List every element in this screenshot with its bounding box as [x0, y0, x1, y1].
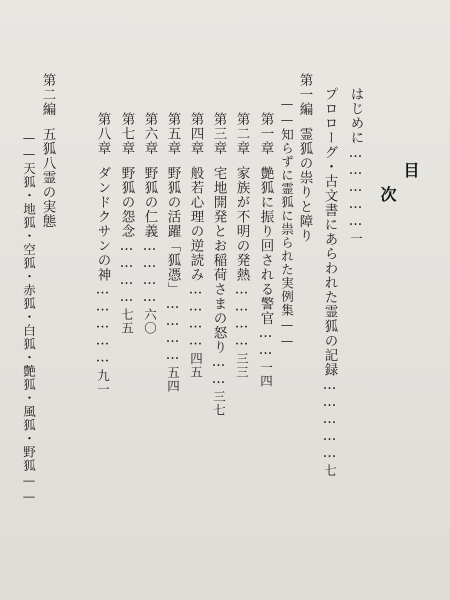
chapter-page: 九一 — [95, 368, 111, 396]
chapter-title: 般若心理の逆読み — [187, 165, 204, 282]
toc-title — [376, 162, 422, 202]
part-subtitle: ——天狐・地狐・空狐・赤狐・白狐・艶狐・風狐・野狐—— — [21, 130, 37, 505]
entry-prologue — [322, 87, 336, 478]
chapter-label: 第一章 — [257, 112, 274, 156]
leader-dots: …………… — [321, 377, 338, 462]
title-char-2: 次 — [378, 186, 397, 202]
part-title: 霊狐の祟りと障り — [296, 126, 313, 243]
chapter-label: 第五章 — [164, 112, 181, 156]
chapter-label: 第三章 — [210, 112, 227, 156]
leader-dots: ………… — [118, 238, 135, 306]
chapter-2 — [234, 112, 248, 379]
chapter-page: 四五 — [188, 351, 204, 379]
entry-label: プロローグ・古文書にあらわれた霊狐の記録 — [321, 87, 338, 377]
chapter-6 — [142, 112, 156, 335]
part-label: 第二編 — [39, 73, 56, 117]
entry-intro — [348, 87, 362, 246]
part1-heading — [297, 73, 311, 243]
part-label: 第一編 — [296, 73, 313, 117]
chapter-title: 野狐の怨念 — [118, 165, 135, 238]
chapter-title: 野狐の仁義 — [141, 165, 158, 238]
part2-subtitle — [22, 130, 35, 505]
leader-dots: …………… — [347, 145, 364, 230]
entry-page: 七 — [322, 464, 338, 478]
chapter-title: ダンドクサンの神 — [94, 165, 111, 282]
leader-dots: ………… — [141, 238, 158, 306]
chapter-1 — [258, 112, 272, 388]
chapter-label: 第七章 — [118, 112, 135, 156]
leader-dots: …… — [257, 325, 274, 359]
chapter-title: 野狐の活躍「狐憑」 — [164, 165, 181, 296]
chapter-page: 三七 — [211, 390, 227, 417]
chapter-page: 六〇 — [142, 308, 158, 335]
part1-subtitle — [280, 96, 293, 349]
chapter-label: 第六章 — [141, 112, 158, 156]
chapter-4 — [188, 112, 202, 379]
chapter-title: 宅地開発とお稲荷さまの怒り — [210, 165, 227, 354]
chapter-title: 家族が不明の発熱 — [233, 165, 250, 282]
leader-dots: ………… — [187, 281, 204, 350]
chapter-page: 七五 — [119, 308, 135, 335]
chapter-title: 艶狐に振り回される警官 — [257, 165, 274, 325]
leader-dots: ………… — [164, 296, 181, 364]
leader-dots: …… — [210, 354, 227, 388]
entry-page: 一 — [348, 232, 364, 246]
leader-dots: …………… — [94, 281, 111, 367]
part-subtitle: ——知らずに霊狐に祟られた実例集—— — [279, 96, 295, 349]
leader-dots: ………… — [233, 281, 250, 350]
chapter-3 — [211, 112, 225, 417]
chapter-label: 第八章 — [94, 112, 111, 156]
part2-heading — [40, 73, 54, 228]
chapter-label: 第二章 — [233, 112, 250, 156]
chapter-8 — [95, 112, 109, 396]
entry-label: はじめに — [347, 87, 364, 145]
part-title: 五狐八霊の実態 — [39, 126, 56, 228]
title-char-1: 目 — [401, 162, 420, 178]
chapter-page: 一四 — [258, 361, 274, 388]
chapter-page: 三三 — [234, 351, 250, 379]
chapter-5 — [165, 112, 179, 393]
chapter-page: 五四 — [165, 366, 181, 393]
chapter-label: 第四章 — [187, 112, 204, 156]
chapter-7 — [119, 112, 133, 335]
